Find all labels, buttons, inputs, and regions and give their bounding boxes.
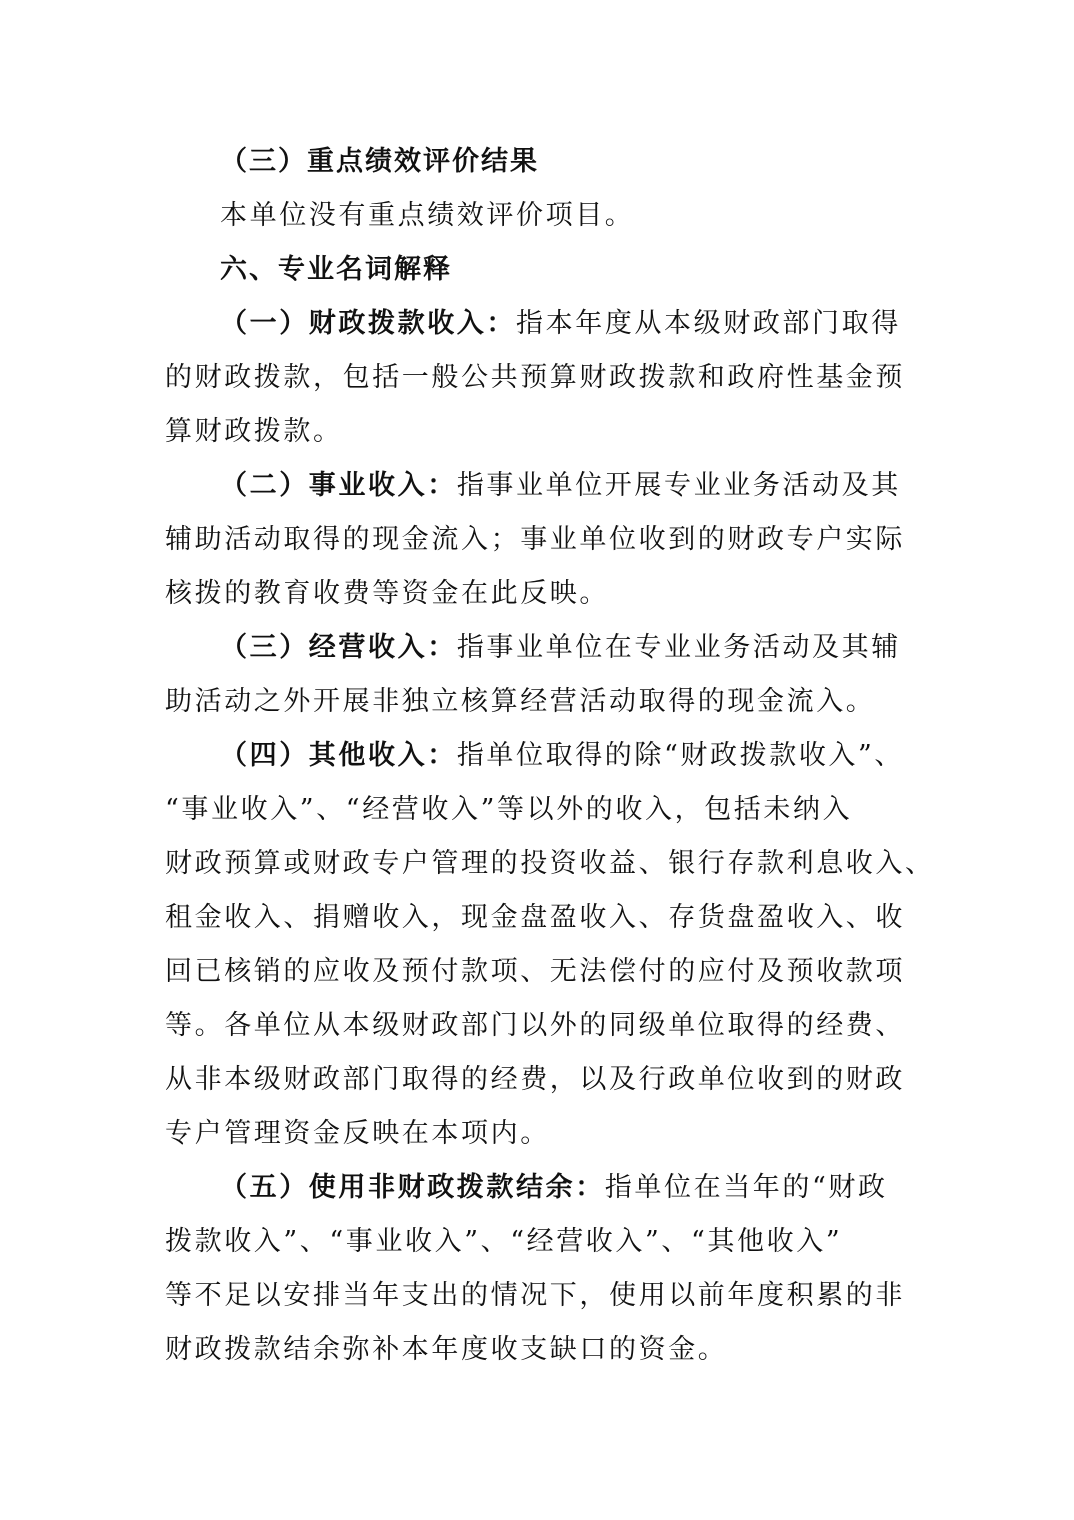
- definition-4-line: 等。各单位从本级财政部门以外的同级单位取得的经费、: [165, 1010, 905, 1041]
- definition-4-text: 指单位取得的除“财政拨款收入”、: [456, 740, 905, 771]
- definition-2-first-line: [220, 466, 980, 506]
- definition-2-text: 指事业单位开展专业业务活动及其: [456, 470, 901, 501]
- definition-4-first-line: [220, 736, 980, 776]
- definition-3-separator: ：: [427, 632, 457, 663]
- definition-4-separator: ：: [427, 740, 457, 771]
- definition-4-term: （四）其他收入: [220, 740, 428, 771]
- definition-5-term: （五）使用非财政拨款结余: [220, 1172, 576, 1203]
- definition-5-line: 财政拨款结余弥补本年度收支缺口的资金。: [165, 1334, 728, 1365]
- section-heading-glossary: 六、专业名词解释: [220, 254, 452, 285]
- definition-1-line: 算财政拨款。: [165, 416, 343, 447]
- definition-4-line: “事业收入”、“经营收入”等以外的收入，包括未纳入: [165, 794, 853, 825]
- definition-4-line: 回已核销的应收及预付款项、无法偿付的应付及预收款项: [165, 956, 905, 987]
- definition-1-line: 的财政拨款，包括一般公共预算财政拨款和政府性基金预: [165, 362, 905, 393]
- definition-3-term: （三）经营收入: [220, 632, 428, 663]
- definition-1-separator: ：: [486, 308, 517, 339]
- definition-1-text: 指本年度从本级财政部门取得: [516, 308, 901, 339]
- definition-1-term: （一）财政拨款收入: [220, 308, 487, 339]
- definition-4-line: 租金收入、捐赠收入，现金盘盈收入、存货盘盈收入、收: [165, 902, 905, 933]
- definition-5-first-line: [220, 1168, 980, 1208]
- section-heading-key-performance: （三）重点绩效评价结果: [220, 146, 539, 177]
- definition-2-line: 辅助活动取得的现金流入；事业单位收到的财政专户实际: [165, 524, 905, 555]
- definition-2-term: （二）事业收入: [220, 470, 428, 501]
- definition-5-line: 等不足以安排当年支出的情况下，使用以前年度积累的非: [165, 1280, 905, 1311]
- definition-5-separator: ：: [575, 1172, 605, 1203]
- definition-2-separator: ：: [427, 470, 457, 501]
- section-body-key-performance: 本单位没有重点绩效评价项目。: [220, 200, 635, 231]
- definition-5-line: 拨款收入”、“事业收入”、“经营收入”、“其他收入”: [165, 1226, 843, 1257]
- definition-4-line: 专户管理资金反映在本项内。: [165, 1118, 550, 1149]
- definition-3-first-line: [220, 628, 980, 668]
- definition-5-text: 指单位在当年的“财政: [604, 1172, 888, 1203]
- definition-2-line: 核拨的教育收费等资金在此反映。: [165, 578, 609, 609]
- definition-1-first-line: [220, 304, 980, 344]
- definition-4-line: 财政预算或财政专户管理的投资收益、银行存款利息收入、: [165, 848, 935, 879]
- definition-3-text: 指事业单位在专业业务活动及其辅: [456, 632, 901, 663]
- definition-3-line: 助活动之外开展非独立核算经营活动取得的现金流入。: [165, 686, 876, 717]
- definition-4-line: 从非本级财政部门取得的经费，以及行政单位收到的财政: [165, 1064, 905, 1095]
